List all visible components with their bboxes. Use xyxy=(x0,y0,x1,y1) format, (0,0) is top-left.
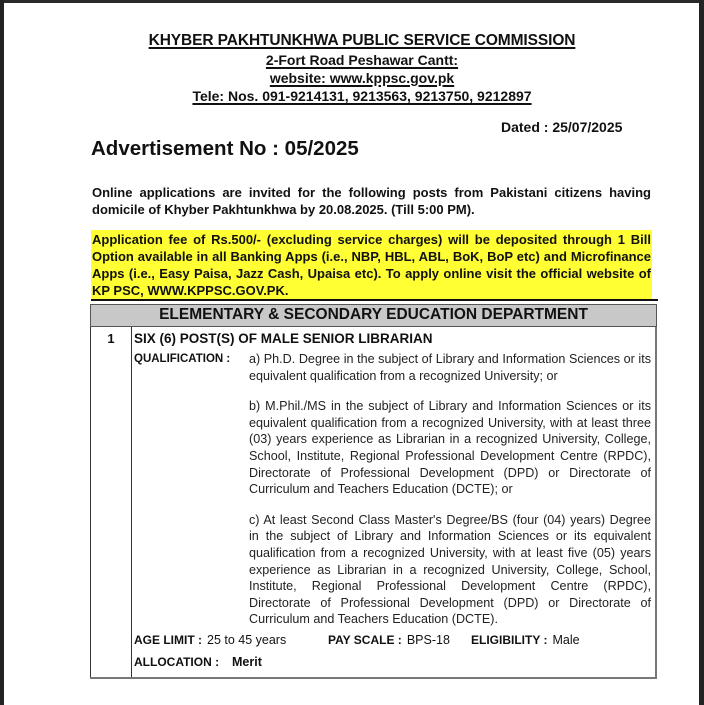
qualification-option-c: c) At least Second Class Master's Degree/BS (four (04) years) Degree in the subject of Library and Information Sciences or its equivalent qualification from a recognized University, with at least five (05) years experience as Librarian in a recognized University, College, School, Institute, Regional Professional Development Centre (RPDC), Directorate of Professional Development (DPD) or Directorate of Curriculum and Teachers Education (DCTE). xyxy=(249,512,651,627)
post-title: SIX (6) POST(S) OF MALE SENIOR LIBRARIAN xyxy=(134,331,433,346)
allocation-label: ALLOCATION : xyxy=(134,654,220,669)
eligibility-group xyxy=(471,632,580,649)
intro-paragraph: Online applications are invited for the following posts from Pakistani citizens having domicile of Khyber Pakhtunkhwa by 20.08.2025. (Till 5:00 PM). xyxy=(92,185,651,217)
dated-value: 25/07/2025 xyxy=(552,119,623,135)
qualification-label: QUALIFICATION : xyxy=(134,353,231,365)
divider xyxy=(91,299,658,301)
post-number: 1 xyxy=(107,331,115,346)
allocation-value: Merit xyxy=(232,654,262,669)
organization-website-text: website: www.kppsc.gov.pk xyxy=(269,70,455,86)
age-limit-value: 25 to 45 years xyxy=(207,632,287,647)
organization-address xyxy=(20,52,704,68)
pay-scale-label: PAY SCALE : xyxy=(328,632,402,647)
allocation-row xyxy=(134,654,651,671)
organization-address-text: 2-Fort Road Peshawar Cantt: xyxy=(265,52,459,68)
age-limit-group xyxy=(134,632,328,649)
table-row xyxy=(90,327,657,677)
viewer-frame-top xyxy=(0,0,704,3)
advertisement-label: Advertisement No : xyxy=(91,137,279,160)
post-details-row xyxy=(134,632,651,649)
qualification-section xyxy=(134,351,651,628)
pay-scale-value: BPS-18 xyxy=(406,632,450,647)
fee-notice: Application fee of Rs.500/- (excluding service charges) will be deposited through 1 Bill Option available in all Banking Apps (i.e., NBP, HBL, ABL, BoK, BoP etc) and Microfinance Apps (i.e., Easy Paisa, Jazz Cash, Upaisa etc). To apply online visit the official website of KP PSC, WWW.KPPSC.GOV.PK. xyxy=(91,230,652,301)
eligibility-label: ELIGIBILITY : xyxy=(471,632,548,647)
department-header: ELEMENTARY & SECONDARY EDUCATION DEPARTMENT xyxy=(90,304,657,327)
posts-table xyxy=(90,304,657,679)
organization-title xyxy=(20,32,704,50)
organization-website xyxy=(20,70,704,86)
viewer-frame-left xyxy=(0,0,4,705)
qualification-option-b: b) M.Phil./MS in the subject of Library and Information Sciences or its equivalent qualification from a recognized University, with at least three (03) years experience as Librarian in a recognized University, College, School, Institute, Regional Professional Development Centre (RPDC), Directorate of Professional Development (DPD) or Directorate of Curriculum and Teachers Education (DCTE); or xyxy=(249,399,651,497)
organization-telephone-text: Tele: Nos. 091-9214131, 9213563, 9213750, 9212897 xyxy=(192,88,532,104)
post-number-cell xyxy=(91,327,132,677)
post-details-cell xyxy=(132,327,655,677)
dated-label: Dated : xyxy=(501,119,549,135)
advertisement-number xyxy=(91,137,359,161)
dated xyxy=(501,119,622,135)
advertisement-value: 05/2025 xyxy=(284,137,359,160)
eligibility-value: Male xyxy=(552,632,580,647)
age-limit-label: AGE LIMIT : xyxy=(134,632,202,647)
qualification-list xyxy=(249,351,651,628)
qualification-option-a: a) Ph.D. Degree in the subject of Library and Information Sciences or its equivalent qualification from a recognized University; or xyxy=(249,352,651,383)
organization-telephone xyxy=(20,88,704,104)
organization-title-text: KHYBER PAKHTUNKHWA PUBLIC SERVICE COMMISSION xyxy=(148,32,576,49)
viewer-frame-right xyxy=(699,0,704,705)
pay-scale-group xyxy=(328,632,471,649)
